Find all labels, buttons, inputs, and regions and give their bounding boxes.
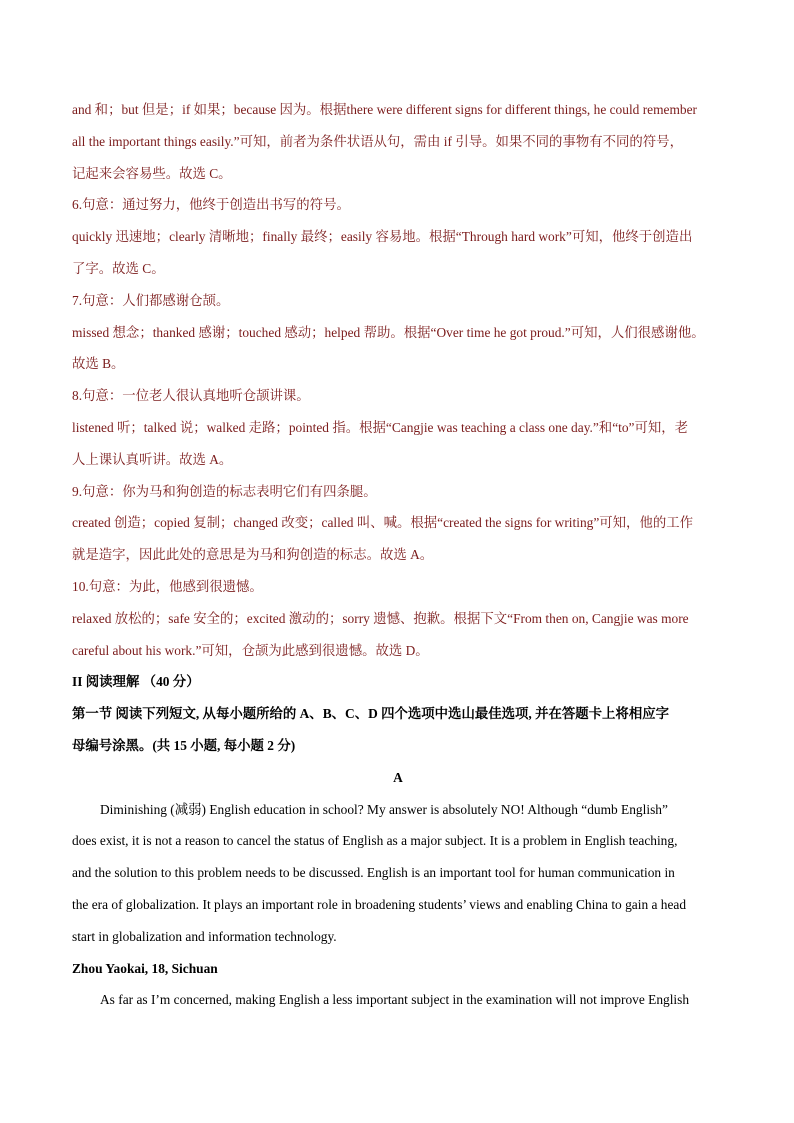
text-line: 9.句意：你为马和狗创造的标志表明它们有四条腿。 xyxy=(72,483,377,499)
text-line: listened 听；talked 说；walked 走路；pointed 指。根据“Cangjie was teaching a class one day.”和“to”可知，老 xyxy=(72,419,689,435)
text-line: the era of globalization. It plays an important role in broadening students’ views and enabling China to gain a head xyxy=(72,896,687,912)
text-line: quickly 迅速地；clearly 清晰地；finally 最终；easily 容易地。根据“Through hard work”可知，他终于创造出 xyxy=(72,229,693,245)
text-line: 记起来会容易些。故选 C。 xyxy=(72,165,232,181)
text-line: missed 想念；thanked 感谢；touched 感动；helped 帮助。根据“Over time he got proud.”可知，人们很感谢他。 xyxy=(72,324,705,340)
text-line: Diminishing (减弱) English education in school? My answer is absolutely NO! Although “dumb English” xyxy=(100,801,668,817)
text-line: 10.句意：为此，他感到很遗憾。 xyxy=(72,578,263,594)
text-line: 7.句意：人们都感谢仓颉。 xyxy=(72,292,230,308)
text-line: 人上课认真听讲。故选 A。 xyxy=(72,451,233,467)
text-line: all the important things easily.”可知，前者为条件状语从句，需由 if 引导。如果不同的事物有不同的符号， xyxy=(72,133,683,149)
text-line: 第一节 阅读下列短文, 从每小题所给的 A、B、C、D 四个选项中选山最佳选项, 并在答题卡上将相应字 xyxy=(72,706,669,722)
text-line: 8.句意：一位老人很认真地听仓颉讲课。 xyxy=(72,388,310,404)
text-line: A xyxy=(393,769,403,785)
text-line: careful about his work.”可知，仓颉为此感到很遗憾。故选 D。 xyxy=(72,642,429,658)
text-line: 了字。故选 C。 xyxy=(72,260,165,276)
text-line: 6.句意：通过努力，他终于创造出书写的符号。 xyxy=(72,197,350,213)
text-line: Zhou Yaokai, 18, Sichuan xyxy=(72,960,218,976)
text-line: relaxed 放松的；safe 安全的；excited 激动的；sorry 遗憾、抱歉。根据下文“From then on, Cangjie was more xyxy=(72,610,689,626)
document-body xyxy=(72,94,724,1016)
text-line: created 创造；copied 复制；changed 改变；called 叫、喊。根据“created the signs for writing”可知，他的工作 xyxy=(72,515,694,531)
text-line: and 和；but 但是；if 如果；because 因为。根据there were different signs for different things, he could remember xyxy=(72,102,697,117)
text-line: start in globalization and information technology. xyxy=(72,928,337,944)
text-line: and the solution to this problem needs to be discussed. English is an important tool for human communication in xyxy=(72,865,675,881)
text-line: As far as I’m concerned, making English a less important subject in the examination will not improve English xyxy=(100,992,690,1008)
text-line: 就是造字，因此此处的意思是为马和狗创造的标志。故选 A。 xyxy=(72,547,434,563)
text-line: 母编号涂黑。(共 15 小题, 每小题 2 分) xyxy=(72,737,296,753)
text-line: II 阅读理解 （40 分） xyxy=(72,674,200,690)
text-line: 故选 B。 xyxy=(72,356,125,372)
text-line: does exist, it is not a reason to cancel the status of English as a major subject. It is a problem in English teaching, xyxy=(72,833,678,849)
